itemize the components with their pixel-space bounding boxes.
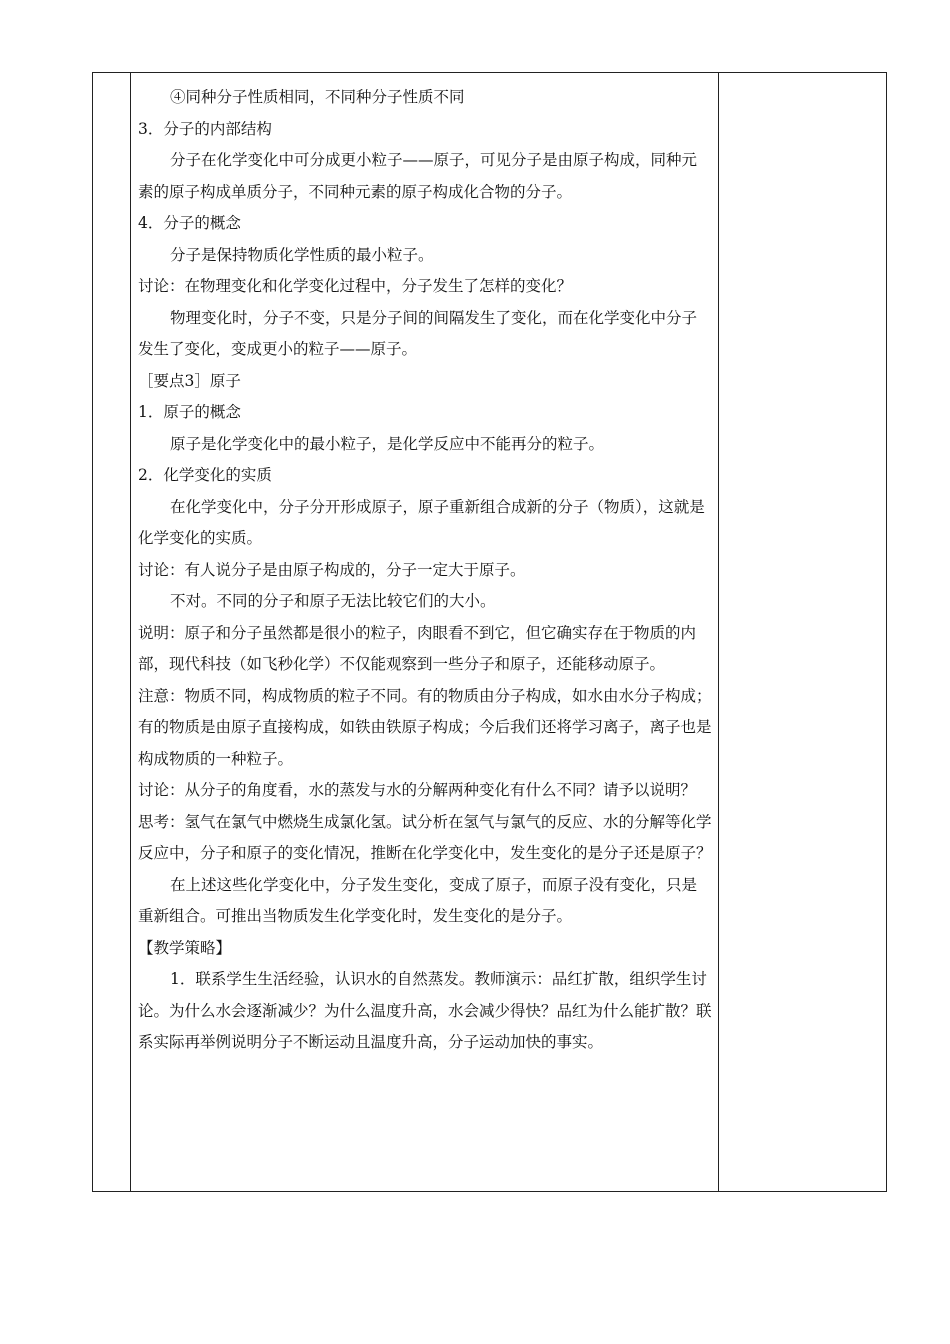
discussion-question: 讨论：有人说分子是由原子构成的，分子一定大于原子。 — [138, 560, 526, 579]
key-point-heading: ［要点3］原子 — [138, 371, 241, 390]
paragraph: 分子是保持物质化学性质的最小粒子。 — [170, 245, 434, 264]
paragraph: 在上述这些化学变化中，分子发生变化，变成了原子，而原子没有变化，只是重新组合。可推出当物质发生化学变化时，发生变化的是分子。 — [138, 875, 698, 925]
paragraph: 原子是化学变化中的最小粒子，是化学反应中不能再分的粒子。 — [170, 434, 605, 453]
section-heading: 2．化学变化的实质 — [138, 466, 272, 484]
paragraph: 分子在化学变化中可分成更小粒子——原子，可见分子是由原子构成，同种元素的原子构成单质分子，不同种元素的原子构成化合物的分子。 — [138, 151, 698, 201]
section-heading: 1．原子的概念 — [138, 403, 241, 421]
explanation-note: 说明：原子和分子虽然都是很小的粒子，肉眼看不到它，但它确实存在于物质的内部，现代科技（如飞秒化学）不仅能观察到一些分子和原子，还能移动原子。 — [138, 623, 697, 673]
paragraph: ④同种分子性质相同，不同种分子性质不同 — [170, 88, 465, 106]
paragraph: 不对。不同的分子和原子无法比较它们的大小。 — [170, 592, 496, 610]
discussion-question: 讨论：在物理变化和化学变化过程中，分子发生了怎样的变化？ — [138, 277, 573, 295]
attention-note: 注意：物质不同，构成物质的粒子不同。有的物质由分子构成，如水由水分子构成；有的物质是由原子直接构成，如铁由铁原子构成；今后我们还将学习离子，离子也是构成物质的一种粒子。 — [138, 686, 712, 768]
thinking-question: 思考：氢气在氯气中燃烧生成氯化氢。试分析在氢气与氯气的反应、水的分解等化学反应中，分子和原子的变化情况，推断在化学变化中，发生变化的是分子还是原子？ — [138, 812, 712, 862]
section-heading: 3．分子的内部结构 — [138, 119, 272, 138]
column-divider-left — [130, 73, 131, 1191]
paragraph: 1．联系学生生活经验，认识水的自然蒸发。教师演示：品红扩散，组织学生讨论。为什么水会逐渐减少？为什么温度升高，水会减少得快？品红为什么能扩散？联系实际再举例说明分子不断运动且温度升高，分子运动加快的事实。 — [138, 970, 712, 1051]
column-divider-right — [718, 73, 719, 1191]
paragraph: 物理变化时，分子不变，只是分子间的间隔发生了变化，而在化学变化中分子发生了变化，变成更小的粒子——原子。 — [138, 308, 698, 358]
discussion-question: 讨论：从分子的角度看，水的蒸发与水的分解两种变化有什么不同？请予以说明？ — [138, 781, 697, 799]
section-heading: 4．分子的概念 — [138, 214, 241, 232]
paragraph: 在化学变化中，分子分开形成原子，原子重新组合成新的分子（物质），这就是化学变化的实质。 — [138, 497, 705, 547]
lesson-content — [138, 82, 712, 1059]
teaching-strategy-heading: 【教学策略】 — [138, 938, 232, 957]
